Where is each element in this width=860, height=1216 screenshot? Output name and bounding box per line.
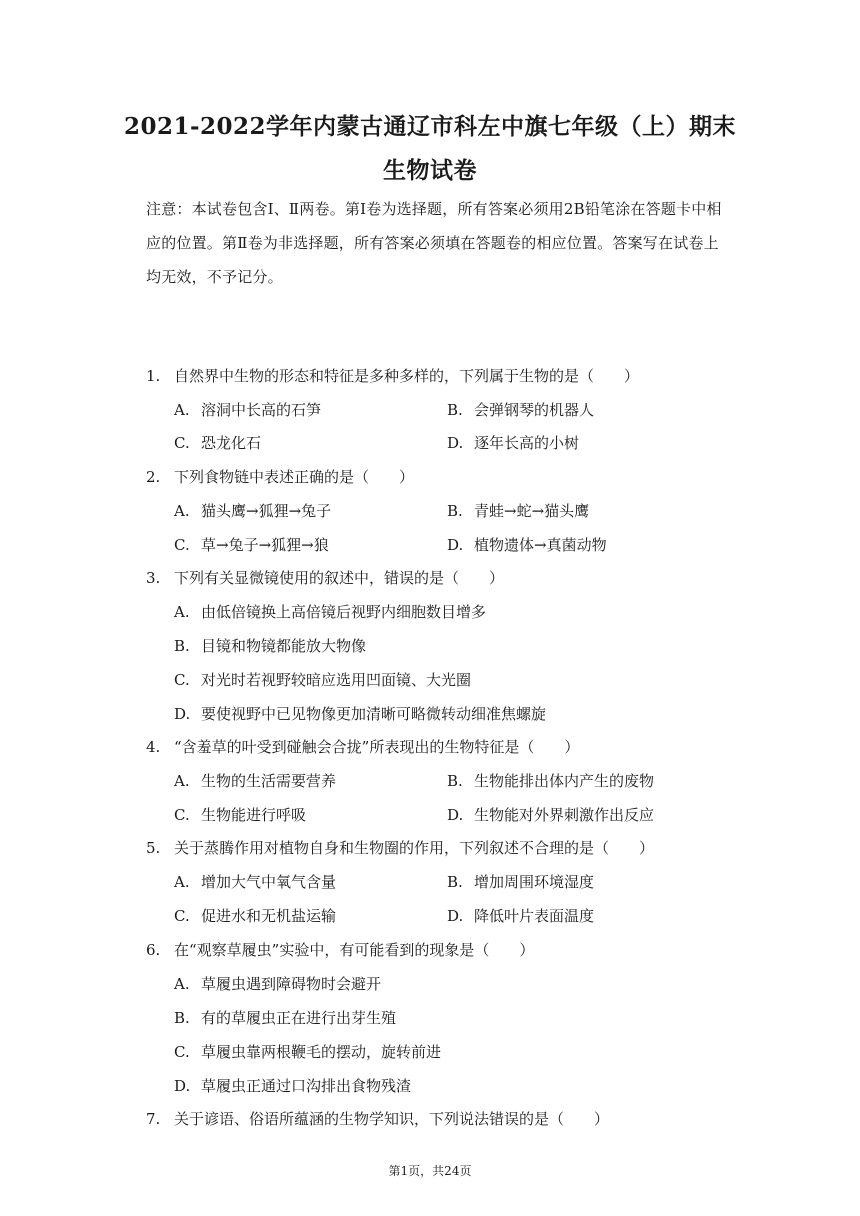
question-number: 5. <box>146 839 161 857</box>
option-letter: C. <box>174 1043 190 1061</box>
option-text: 对光时若视野较暗应选用凹面镜、大光圈 <box>201 671 472 689</box>
question-number: 2. <box>146 468 161 486</box>
option-text: 由低倍镜换上高倍镜后视野内细胞数目增多 <box>201 603 487 621</box>
option-text: 有的草履虫正在进行出芽生殖 <box>201 1009 397 1027</box>
option-letter: D. <box>174 705 191 723</box>
question-text: 下列食物链中表述正确的是（ ） <box>174 468 415 486</box>
question-2-option-b <box>447 500 589 521</box>
option-letter: B. <box>447 502 463 520</box>
option-text: 要使视野中已见物像更加清晰可略微转动细准焦螺旋 <box>201 705 547 723</box>
option-letter: C. <box>174 806 190 824</box>
option-letter: A. <box>174 873 190 891</box>
option-text: 降低叶片表面温度 <box>474 907 595 925</box>
question-5-option-d <box>447 905 594 926</box>
option-letter: A. <box>174 401 190 419</box>
question-text: 关于蒸腾作用对植物自身和生物圈的作用，下列叙述不合理的是（ ） <box>174 839 655 857</box>
option-text: 恐龙化石 <box>201 434 262 452</box>
question-text: 在“观察草履虫”实验中，有可能看到的现象是（ ） <box>174 941 535 959</box>
question-1-option-c <box>174 432 261 453</box>
question-6-option-d <box>174 1075 411 1096</box>
option-letter: B. <box>447 772 463 790</box>
option-letter: A. <box>174 772 190 790</box>
option-letter: D. <box>447 536 464 554</box>
option-text: 生物的生活需要营养 <box>201 772 337 790</box>
question-3-option-a <box>174 601 486 622</box>
option-letter: A. <box>174 603 190 621</box>
option-letter: D. <box>174 1077 191 1095</box>
question-number: 1. <box>146 367 161 385</box>
question-4-option-a <box>174 770 336 791</box>
option-letter: B. <box>447 873 463 891</box>
document-title-line1: 2021-2022学年内蒙古通辽市科左中旗七年级（上）期末 <box>123 113 737 140</box>
question-5-option-b <box>447 871 594 892</box>
option-letter: A. <box>174 975 190 993</box>
question-number: 4. <box>146 738 161 756</box>
question-4-option-d <box>447 804 654 825</box>
question-4-option-c <box>174 804 306 825</box>
option-text: 植物遗体→真菌动物 <box>474 536 607 554</box>
option-text: 逐年长高的小树 <box>474 434 580 452</box>
question-4 <box>146 736 579 757</box>
question-3-option-c <box>174 669 471 690</box>
question-3-option-b <box>174 635 366 656</box>
option-text: 生物能排出体内产生的废物 <box>474 772 655 790</box>
option-text: 溶洞中长高的石笋 <box>201 401 322 419</box>
option-letter: C. <box>174 907 190 925</box>
option-letter: B. <box>447 401 463 419</box>
option-letter: D. <box>447 907 464 925</box>
question-3 <box>146 567 504 588</box>
question-1-option-d <box>447 432 579 453</box>
option-text: 增加大气中氧气含量 <box>201 873 337 891</box>
option-text: 草履虫正通过口沟排出食物残渣 <box>201 1077 412 1095</box>
question-text: 关于谚语、俗语所蕴涵的生物学知识，下列说法错误的是（ ） <box>174 1110 610 1128</box>
question-number: 7. <box>146 1110 161 1128</box>
option-letter: D. <box>447 434 464 452</box>
question-1-option-b <box>447 399 594 420</box>
question-number: 3. <box>146 569 161 587</box>
question-5-option-c <box>174 905 336 926</box>
question-2-option-c <box>174 534 329 555</box>
option-text: 草→兔子→狐狸→狼 <box>201 536 329 554</box>
question-7 <box>146 1108 609 1129</box>
option-text: 目镜和物镜都能放大物像 <box>201 637 367 655</box>
option-text: 增加周围环境湿度 <box>474 873 595 891</box>
document-title-line2: 生物试卷 <box>383 157 477 184</box>
option-text: 猫头鹰→狐狸→兔子 <box>201 502 332 520</box>
option-text: 草履虫靠两根鞭毛的摆动，旋转前进 <box>201 1043 442 1061</box>
question-3-option-d <box>174 703 546 724</box>
option-text: 会弹钢琴的机器人 <box>474 401 595 419</box>
question-5-option-a <box>174 871 336 892</box>
question-1 <box>146 365 639 386</box>
option-text: 草履虫遇到障碍物时会避开 <box>201 975 382 993</box>
question-text: “含羞草的叶受到碰触会合拢”所表现出的生物特征是（ ） <box>174 738 580 756</box>
question-2-option-d <box>447 534 607 555</box>
question-text: 自然界中生物的形态和特征是多种多样的，下列属于生物的是（ ） <box>174 367 640 385</box>
exam-notice: 注意：本试卷包含Ⅰ、Ⅱ两卷。第Ⅰ卷为选择题，所有答案必须用2B铅笔涂在答题卡中相应的位置。第Ⅱ卷为非选择题，所有答案必须填在答题卷的相应位置。答案写在试卷上均无效，不予记分。 <box>146 200 722 286</box>
option-letter: C. <box>174 536 190 554</box>
question-6-option-c <box>174 1041 441 1062</box>
option-letter: C. <box>174 671 190 689</box>
option-letter: C. <box>174 434 190 452</box>
question-2-option-a <box>174 500 331 521</box>
question-number: 6. <box>146 941 161 959</box>
question-5 <box>146 837 654 858</box>
question-4-option-b <box>447 770 654 791</box>
option-letter: D. <box>447 806 464 824</box>
option-letter: B. <box>174 1009 190 1027</box>
question-text: 下列有关显微镜使用的叙述中，错误的是（ ） <box>174 569 505 587</box>
question-1-option-a <box>174 399 321 420</box>
option-text: 促进水和无机盐运输 <box>201 907 337 925</box>
option-letter: B. <box>174 637 190 655</box>
question-2 <box>146 466 414 487</box>
question-6-option-b <box>174 1007 396 1028</box>
option-letter: A. <box>174 502 190 520</box>
option-text: 青蛙→蛇→猫头鹰 <box>474 502 590 520</box>
option-text: 生物能对外界刺激作出反应 <box>474 806 655 824</box>
question-6 <box>146 939 534 960</box>
option-text: 生物能进行呼吸 <box>201 806 307 824</box>
question-6-option-a <box>174 973 381 994</box>
page-footer: 第1页，共24页 <box>388 1164 472 1178</box>
